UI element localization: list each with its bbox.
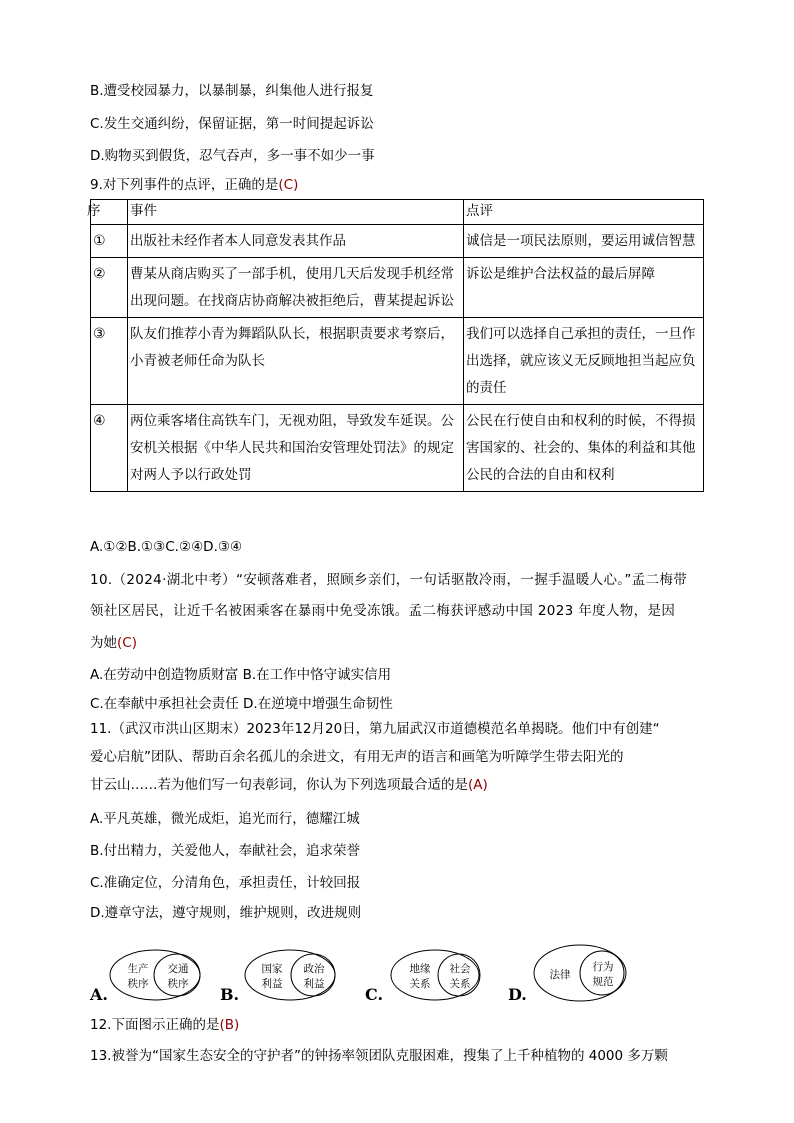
q10-line-3-text: 为她	[90, 635, 117, 651]
q9-stem-text: 9.对下列事件的点评，正确的是	[90, 177, 279, 193]
diagram-d-inner-1: 行为	[592, 961, 614, 973]
diagram-b-inner-1: 政治	[303, 963, 325, 975]
q10-line-1: 10.（2024·湖北中考）“安顿落难者，照顾乡亲们，一句话驱散冷雨，一握手温暖人心。”孟二梅带	[90, 572, 688, 588]
q10-answer: (C)	[117, 635, 137, 651]
diagram-c-inner-2: 关系	[449, 978, 471, 990]
q10-options-cd: C.在奉献中承担社会责任 D.在逆境中增强生命韧性	[90, 696, 393, 712]
q10-options-ab: A.在劳动中创造物质财富 B.在工作中恪守诚实信用	[90, 667, 392, 683]
diagram-a-outer-ellipse	[110, 950, 200, 1000]
diagram-a-inner-2: 秩序	[167, 978, 189, 990]
diagram-c-outer-2: 关系	[409, 978, 431, 990]
q11-option-a: A.平凡英雄，微光成炬，追光而行，德耀江城	[90, 811, 360, 827]
row-event: 两位乘客堵住高铁车门，无视劝阻，导致发车延误。公安机关根据《中华人民共和国治安管理处罚法》的规定对两人予以行政处罚	[128, 405, 464, 492]
header-seq: 序	[91, 200, 128, 225]
q11-option-b: B.付出精力，关爱他人，奉献社会，追求荣誉	[90, 843, 361, 859]
q11-line-1: 11.（武汉市洪山区期末）2023年12月20日，第九届武汉市道德模范名单揭晓。他们中有创建“	[90, 721, 660, 737]
diagram-c-outer-1: 地缘	[409, 963, 431, 975]
q8-option-d: D.购物买到假货，忍气吞声，多一事不如少一事	[90, 148, 375, 164]
diagram-d-letter: D.	[508, 985, 527, 1004]
q12-answer: (B)	[219, 1017, 240, 1033]
diagram-c-outer-ellipse	[391, 950, 479, 1000]
header-event: 事件	[128, 200, 464, 225]
diagram-d-inner-2: 规范	[592, 976, 614, 988]
diagram-c-letter: C.	[365, 985, 384, 1004]
row-comment: 诚信是一项民法原则，要运用诚信智慧	[464, 225, 704, 258]
diagram-c-inner-1: 社会	[449, 963, 471, 975]
q9-answer: (C)	[278, 177, 299, 193]
q11-line-2: 爱心启航”团队、帮助百余名孤儿的余进文，有用无声的语言和画笔为听障学生带去阳光的	[90, 749, 624, 765]
diagram-b-letter: B.	[220, 985, 240, 1004]
row-event: 队友们推荐小青为舞蹈队队长，根据职责要求考察后，小青被老师任命为队长	[128, 318, 464, 405]
q11-option-d: D.遵章守法，遵守规则，维护规则，改进规则	[90, 905, 362, 921]
row-number: ④	[91, 405, 128, 492]
diagram-b-outer-ellipse	[245, 950, 335, 1000]
diagram-d-outer-1: 法律	[549, 969, 571, 981]
q8-option-c: C.发生交通纠纷，保留证据，第一时间提起诉讼	[90, 116, 374, 132]
diagram-a-outer-1: 生产	[127, 963, 149, 975]
q11-line-3-text: 甘云山……若为他们写一句表彰词，你认为下列选项最合适的是	[90, 777, 468, 793]
row-comment: 诉讼是维护合法权益的最后屏障	[464, 258, 704, 318]
q11-option-c: C.准确定位，分清角色，承担责任，计较回报	[90, 875, 361, 891]
row-number: ①	[91, 225, 128, 258]
q9-options: A.①②B.①③C.②④D.③④	[90, 539, 243, 555]
row-number: ③	[91, 318, 128, 405]
diagram-b-outer-1: 国家	[261, 963, 283, 975]
row-event: 出版社未经作者本人同意发表其作品	[128, 225, 464, 258]
row-number: ②	[91, 258, 128, 318]
diagram-d-inner-ellipse	[580, 951, 624, 995]
q10-line-2: 领社区居民，让近千名被困乘客在暴雨中免受冻饿。孟二梅获评感动中国 2023 年度人物，是因	[90, 603, 676, 619]
q8-option-b: B.遭受校园暴力，以暴制暴，纠集他人进行报复	[90, 83, 374, 99]
header-comment: 点评	[464, 200, 704, 225]
row-comment: 我们可以选择自己承担的责任，一旦作出选择，就应该义无反顾地担当起应负的责任	[464, 318, 704, 405]
q11-answer: (A)	[468, 777, 488, 793]
diagram-a-inner-1: 交通	[167, 963, 189, 975]
diagram-b-inner-2: 利益	[303, 978, 325, 990]
diagram-b-outer-2: 利益	[261, 978, 283, 990]
q12-stem	[90, 1016, 239, 1034]
diagram-a-outer-2: 秩序	[127, 978, 149, 990]
q13-line-1: 13.被誉为“国家生态安全的守护者”的钟扬率领团队克服困难，搜集了上千种植物的 4000 多万颗	[90, 1048, 668, 1064]
row-comment: 公民在行使自由和权利的时候，不得损害国家的、社会的、集体的利益和其他公民的合法的自由和权利	[464, 405, 704, 492]
row-event: 曹某从商店购买了一部手机，使用几天后发现手机经常出现问题。在找商店协商解决被拒绝后，曹某提起诉讼	[128, 258, 464, 318]
diagram-a-letter: A.	[90, 985, 108, 1004]
q12-stem-text: 12.下面图示正确的是	[90, 1017, 220, 1033]
